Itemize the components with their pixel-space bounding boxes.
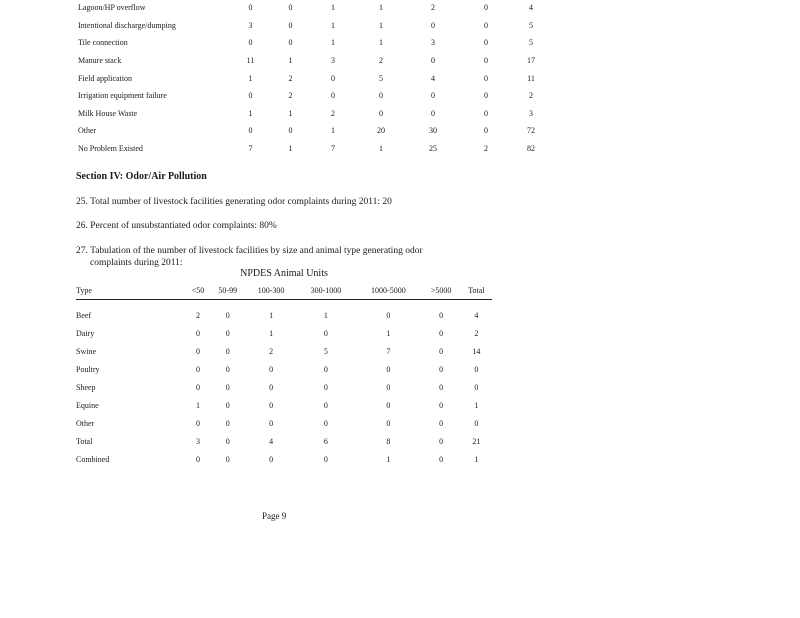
table-cell: 0 [431, 91, 435, 101]
table-cell: 0 [195, 364, 200, 374]
table-cell: 0 [323, 418, 328, 428]
table-cell: 0 [386, 310, 391, 320]
table-cell: 0 [439, 436, 444, 446]
table-cell: 0 [225, 454, 230, 464]
row-label: Combined [76, 454, 110, 464]
table-cell: 5 [529, 20, 533, 30]
column-header: 100-300 [246, 282, 297, 300]
table-cell: 0 [248, 91, 253, 101]
question-26: 26. Percent of unsubstantiated odor complaints: 80% [76, 221, 277, 231]
table-cell: 0 [439, 400, 444, 410]
table-cell: 0 [288, 20, 293, 30]
row-label: Total [76, 436, 93, 446]
table-cell: 0 [248, 3, 253, 13]
table-cell: 3 [529, 108, 533, 118]
table-cell: 6 [323, 436, 328, 446]
table-cell: 0 [439, 454, 444, 464]
table-cell: 1 [331, 3, 335, 13]
table-cell: 1 [379, 144, 383, 154]
table-cell: 1 [195, 400, 200, 410]
table-cell: 0 [439, 418, 444, 428]
table-row [78, 0, 552, 17]
table-cell: 0 [195, 328, 200, 338]
question-25: 25. Total number of livestock facilities generating odor complaints during 2011: 20 [76, 197, 392, 207]
table-cell: 11 [246, 56, 255, 66]
complaint-source-table [78, 0, 552, 157]
table-row [78, 69, 552, 87]
odor-table-header-row [76, 282, 492, 300]
row-label: Dairy [76, 328, 95, 338]
table-cell: 4 [269, 436, 274, 446]
column-header: Type [76, 282, 186, 300]
table-cell: 8 [386, 436, 391, 446]
table-row [78, 87, 552, 105]
row-label: Tile connection [78, 38, 128, 48]
table-cell: 1 [331, 20, 335, 30]
column-header: 300-1000 [297, 282, 356, 300]
table-cell: 2 [431, 3, 435, 13]
table-cell: 0 [195, 418, 200, 428]
table-cell: 1 [379, 38, 383, 48]
table-cell: 0 [484, 3, 488, 13]
table-cell: 0 [323, 400, 328, 410]
table-cell: 1 [386, 328, 391, 338]
odor-table-body [76, 300, 492, 469]
table-cell: 2 [269, 346, 274, 356]
table-cell: 1 [379, 3, 383, 13]
table-cell: 4 [474, 310, 479, 320]
table-cell: 2 [331, 108, 335, 118]
table-row [76, 414, 492, 432]
table-cell: 0 [379, 91, 383, 101]
table-cell: 4 [431, 73, 435, 83]
column-header: >5000 [422, 282, 461, 300]
page-number: Page 9 [262, 511, 287, 521]
table-cell: 1 [248, 73, 253, 83]
table-cell: 3 [331, 56, 335, 66]
table-cell: 0 [439, 382, 444, 392]
table-cell: 3 [248, 20, 253, 30]
table-row [78, 34, 552, 52]
table-cell: 0 [225, 364, 230, 374]
table-cell: 5 [323, 346, 328, 356]
row-label: Sheep [76, 382, 96, 392]
table-cell: 0 [474, 418, 479, 428]
table-cell: 1 [379, 20, 383, 30]
table-cell: 20 [377, 126, 385, 136]
table-cell: 0 [248, 126, 253, 136]
table-cell: 2 [288, 91, 293, 101]
table-cell: 0 [386, 382, 391, 392]
table-cell: 0 [431, 20, 435, 30]
table-cell: 11 [527, 73, 535, 83]
table-cell: 82 [527, 144, 535, 154]
table-cell: 0 [195, 382, 200, 392]
table-cell: 1 [288, 144, 293, 154]
table-cell: 0 [225, 328, 230, 338]
row-label: Equine [76, 400, 99, 410]
table-cell: 0 [288, 38, 293, 48]
table-cell: 2 [484, 144, 488, 154]
section-heading: Section IV: Odor/Air Pollution [76, 171, 207, 182]
row-label: Lagoon/HP overflow [78, 3, 146, 13]
row-label: Milk House Waste [78, 108, 138, 118]
table-cell: 0 [225, 382, 230, 392]
table-cell: 4 [529, 3, 533, 13]
table-cell: 0 [225, 418, 230, 428]
table-cell: 0 [248, 38, 253, 48]
table-cell: 0 [323, 454, 328, 464]
table-cell: 0 [474, 382, 479, 392]
table-cell: 0 [323, 364, 328, 374]
table-cell: 3 [195, 436, 200, 446]
table-row [78, 17, 552, 35]
column-header: <50 [186, 282, 210, 300]
table-cell: 72 [527, 126, 535, 136]
row-label: Beef [76, 310, 92, 320]
table-cell: 0 [431, 56, 435, 66]
row-label: Other [76, 418, 95, 428]
row-label: Irrigation equipment failure [78, 91, 167, 101]
table-cell: 0 [269, 364, 274, 374]
row-label: Swine [76, 346, 96, 356]
row-label: Other [78, 126, 97, 136]
table-cell: 1 [474, 454, 479, 464]
column-header: 1000-5000 [355, 282, 421, 300]
row-label: Field application [78, 73, 132, 83]
table-cell: 0 [439, 364, 444, 374]
table-cell: 1 [248, 108, 253, 118]
table-cell: 0 [386, 364, 391, 374]
row-label: Manure stack [78, 56, 122, 66]
table-row [76, 342, 492, 360]
table-cell: 0 [195, 454, 200, 464]
table-cell: 0 [431, 108, 435, 118]
row-label: No Problem Existed [78, 144, 143, 154]
table-cell: 0 [225, 310, 230, 320]
table-cell: 0 [288, 3, 293, 13]
table-cell: 0 [439, 346, 444, 356]
row-label: Intentional discharge/dumping [78, 20, 176, 30]
table-cell: 0 [331, 91, 335, 101]
table-cell: 0 [323, 328, 328, 338]
table-cell: 0 [269, 454, 274, 464]
table-cell: 21 [472, 436, 481, 446]
table-cell: 1 [331, 38, 335, 48]
table-row [76, 300, 492, 325]
column-header: Total [461, 282, 492, 300]
table-row [76, 378, 492, 396]
table-cell: 1 [474, 400, 479, 410]
table-cell: 0 [484, 73, 488, 83]
table-cell: 0 [386, 400, 391, 410]
table-cell: 7 [331, 144, 335, 154]
table-cell: 2 [379, 56, 383, 66]
table-cell: 0 [269, 400, 274, 410]
table-cell: 0 [379, 108, 383, 118]
table-cell: 7 [386, 346, 391, 356]
question-27-line1: 27. Tabulation of the number of livestock facilities by size and animal type generating odor [76, 246, 423, 256]
table-cell: 0 [484, 126, 488, 136]
table-row [76, 324, 492, 342]
table-cell: 1 [323, 310, 328, 320]
table-cell: 1 [386, 454, 391, 464]
question-27-line2: complaints during 2011: [90, 258, 183, 268]
table-cell: 25 [429, 144, 437, 154]
npdes-table-title: NPDES Animal Units [240, 268, 328, 279]
table-cell: 0 [439, 328, 444, 338]
table-row [78, 140, 552, 158]
table-cell: 1 [288, 56, 293, 66]
column-header: 50-99 [210, 282, 246, 300]
question-27 [76, 245, 496, 269]
table-cell: 14 [472, 346, 481, 356]
table-cell: 5 [379, 73, 383, 83]
table-cell: 5 [529, 38, 533, 48]
row-label: Poultry [76, 364, 100, 374]
table-cell: 0 [484, 56, 488, 66]
table-row [76, 360, 492, 378]
table-row [78, 52, 552, 70]
table-cell: 0 [225, 400, 230, 410]
table-cell: 0 [474, 364, 479, 374]
table-cell: 1 [269, 328, 274, 338]
table-cell: 0 [484, 108, 488, 118]
odor-facilities-table [76, 282, 492, 468]
table-cell: 1 [331, 126, 335, 136]
table-cell: 0 [484, 91, 488, 101]
table-cell: 2 [529, 91, 533, 101]
table-row [76, 432, 492, 450]
table-cell: 1 [288, 108, 293, 118]
table-cell: 17 [527, 56, 535, 66]
table-cell: 2 [195, 310, 200, 320]
table-cell: 0 [386, 418, 391, 428]
table-cell: 0 [269, 418, 274, 428]
table-cell: 2 [474, 328, 479, 338]
table-row [76, 450, 492, 468]
table-row [78, 122, 552, 140]
table-cell: 0 [288, 126, 293, 136]
table-cell: 30 [429, 126, 437, 136]
table-cell: 2 [288, 73, 293, 83]
table-cell: 3 [431, 38, 435, 48]
table-cell: 7 [248, 144, 253, 154]
table-cell: 0 [484, 20, 488, 30]
table-cell: 0 [323, 382, 328, 392]
table-cell: 0 [484, 38, 488, 48]
table-cell: 0 [225, 436, 230, 446]
table-row [76, 396, 492, 414]
table-cell: 0 [269, 382, 274, 392]
table-cell: 0 [195, 346, 200, 356]
table-cell: 0 [331, 73, 335, 83]
table-cell: 0 [225, 346, 230, 356]
complaint-source-table-body [78, 0, 552, 157]
table-row [78, 105, 552, 123]
table-cell: 1 [269, 310, 274, 320]
table-cell: 0 [439, 310, 444, 320]
